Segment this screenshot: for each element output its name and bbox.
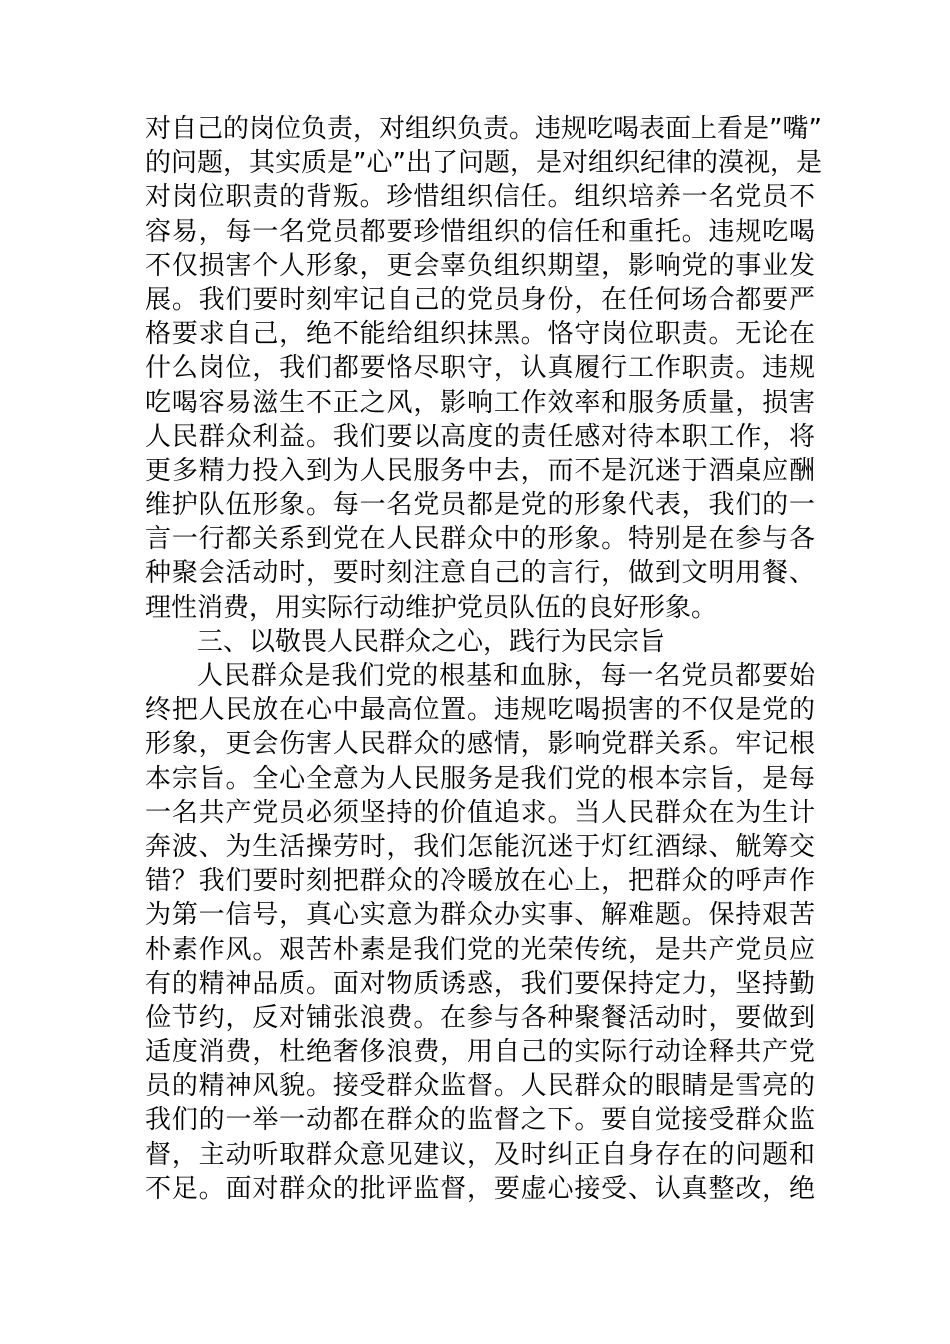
text-line: 督，主动听取群众意见建议，及时纠正自身存在的问题和 xyxy=(145,1139,815,1170)
text-line: 不仅损害个人形象，更会辜负组织期望，影响党的事业发 xyxy=(145,250,815,281)
text-line: 不足。面对群众的批评监督，要虚心接受、认真整改，绝 xyxy=(145,1173,815,1204)
text-line: 有的精神品质。面对物质诱惑，我们要保持定力，坚持勤 xyxy=(145,968,815,999)
text-line: 为第一信号，真心实意为群众办实事、解难题。保持艰苦 xyxy=(145,900,815,931)
text-line: 人民群众利益。我们要以高度的责任感对待本职工作，将 xyxy=(145,421,815,452)
paragraph-party-duty xyxy=(145,112,822,625)
text-line: 对自己的岗位负责，对组织负责。违规吃喝表面上看是”嘴” xyxy=(145,114,822,144)
text-line: 奔波、为生活操劳时，我们怎能沉迷于灯红酒绿、觥筹交 xyxy=(145,831,815,862)
text-line: 对岗位职责的背叛。珍惜组织信任。组织培养一名党员不 xyxy=(145,182,815,213)
text-line: 本宗旨。全心全意为人民服务是我们党的根本宗旨，是每 xyxy=(145,763,815,794)
text-line: 维护队伍形象。每一名党员都是党的形象代表，我们的一 xyxy=(145,490,815,521)
text-line: 我们的一举一动都在群众的监督之下。要自觉接受群众监 xyxy=(145,1105,815,1136)
text-line: 理性消费，用实际行动维护党员队伍的良好形象。 xyxy=(145,592,718,623)
text-line: 形象，更会伤害人民群众的感情，影响党群关系。牢记根 xyxy=(145,729,815,760)
text-line: 终把人民放在心中最高位置。违规吃喝损害的不仅是党的 xyxy=(145,695,815,726)
text-line: 容易，每一名党员都要珍惜组织的信任和重托。违规吃喝 xyxy=(145,216,815,247)
text-line: 言一行都关系到党在人民群众中的形象。特别是在参与各 xyxy=(145,524,815,555)
text-line: 种聚会活动时，要时刻注意自己的言行，做到文明用餐、 xyxy=(145,558,815,589)
text-line: 一名共产党员必须坚持的价值追求。当人民群众在为生计 xyxy=(145,797,815,828)
document-body xyxy=(145,112,822,1206)
text-line: 俭节约，反对铺张浪费。在参与各种聚餐活动时，要做到 xyxy=(145,1002,815,1033)
text-line: 什么岗位，我们都要恪尽职守，认真履行工作职责。违规 xyxy=(145,353,815,384)
text-line: 人民群众是我们党的根基和血脉，每一名党员都要始 xyxy=(197,661,815,691)
paragraph-serve-people xyxy=(145,659,815,1206)
text-line: 吃喝容易滋生不正之风，影响工作效率和服务质量，损害 xyxy=(145,387,815,418)
text-line: 的问题，其实质是”心”出了问题，是对组织纪律的漠视，是 xyxy=(145,148,822,179)
section-heading: 三、以敬畏人民群众之心，践行为民宗旨 xyxy=(197,626,666,657)
text-line: 格要求自己，绝不能给组织抹黑。恪守岗位职责。无论在 xyxy=(145,319,815,350)
text-line: 展。我们要时刻牢记自己的党员身份，在任何场合都要严 xyxy=(145,284,815,315)
text-line: 适度消费，杜绝奢侈浪费，用自己的实际行动诠释共产党 xyxy=(145,1037,815,1068)
text-line: 员的精神风貌。接受群众监督。人民群众的眼睛是雪亮的 xyxy=(145,1071,815,1102)
text-line: 错？我们要时刻把群众的冷暖放在心上，把群众的呼声作 xyxy=(145,866,815,897)
text-line: 朴素作风。艰苦朴素是我们党的光荣传统，是共产党员应 xyxy=(145,934,815,965)
text-line: 更多精力投入到为人民服务中去，而不是沉迷于酒桌应酬 xyxy=(145,455,815,486)
